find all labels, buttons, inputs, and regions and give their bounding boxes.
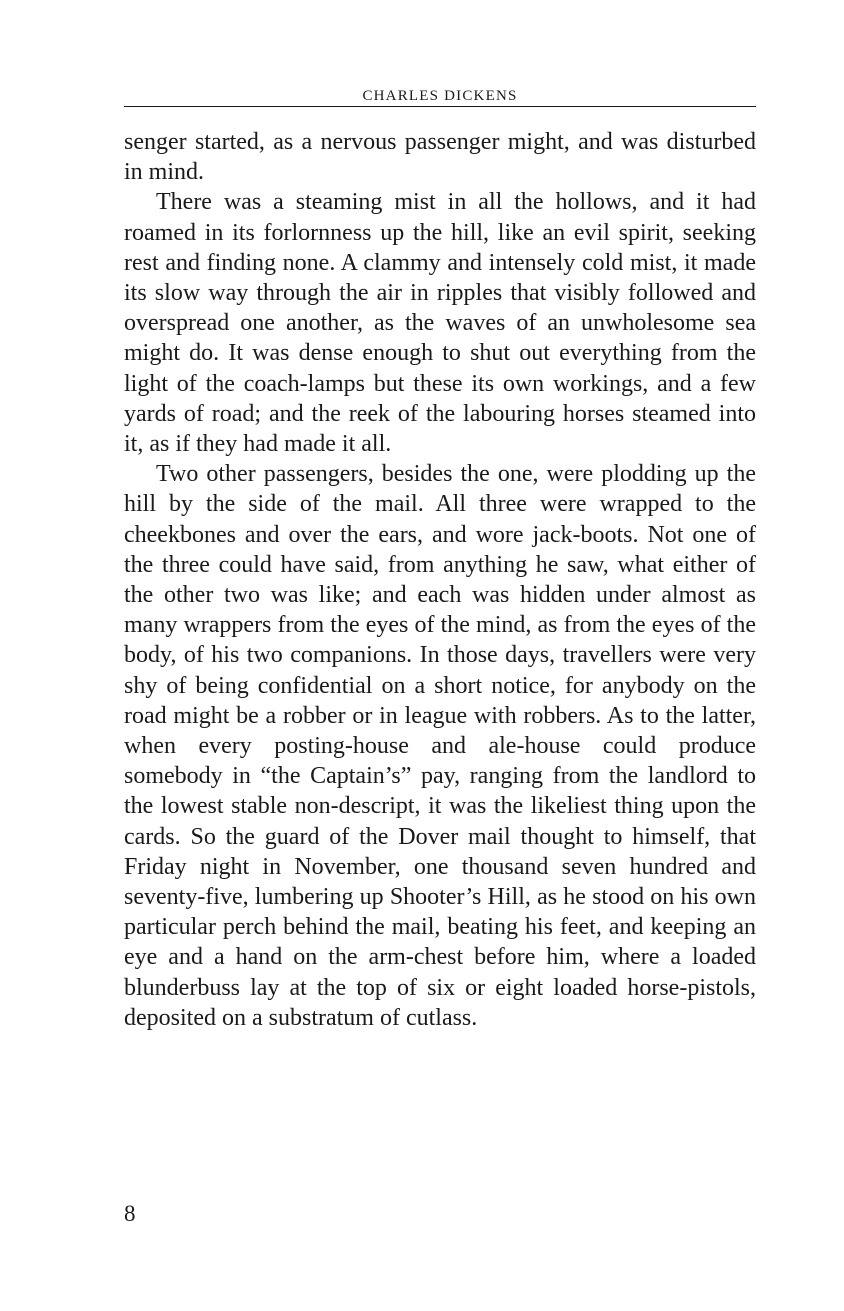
page-body [124, 127, 756, 1033]
paragraph-mist: There was a steaming mist in all the hollows, and it had roamed in its forlornness up the hill, like an evil spirit, seeking rest and finding none. A clammy and intensely cold mist, it made its slow way through the air in ripples that visibly followed and overspread one another, as the waves of an unwholesome sea might do. It was dense enough to shut out everything from the light of the coach-lamps but these its own workings, and a few yards of road; and the reek of the labouring horses steamed into it, as if they had made it all. [124, 189, 756, 458]
running-head: CHARLES DICKENS [362, 88, 518, 104]
paragraph-continuation: senger started, as a nervous passenger might, and was disturbed in mind. [124, 129, 756, 186]
header-rule [124, 106, 756, 107]
paragraph-passengers: Two other passengers, besides the one, were plodding up the hill by the side of the mail. All three were wrapped to the cheekbones and over the ears, and wore jack-boots. Not one of the three could have said, from anything he saw, what either of the other two was like; and each was hidden under almost as many wrappers from the eyes of the mind, as from the eyes of the body, of his two companions. In those days, travellers were very shy of being confidential on a short notice, for anybody on the road might be a robber or in league with robbers. As to the latter, when every posting-house and ale-house could produce somebody in “the Captain’s” pay, ranging from the landlord to the lowest stable non-descript, it was the likeliest thing upon the cards. So the guard of the Dover mail thought to himself, that Friday night in November, one thousand seven hundred and seventy-five, lumbering up Shooter’s Hill, as he stood on his own particular perch behind the mail, beating his feet, and keeping an eye and a hand on the arm-chest before him, where a loaded blunderbuss lay at the top of six or eight loaded horse-pistols, deposited on a substratum of cutlass. [124, 461, 756, 1031]
page-number: 8 [124, 1201, 136, 1226]
